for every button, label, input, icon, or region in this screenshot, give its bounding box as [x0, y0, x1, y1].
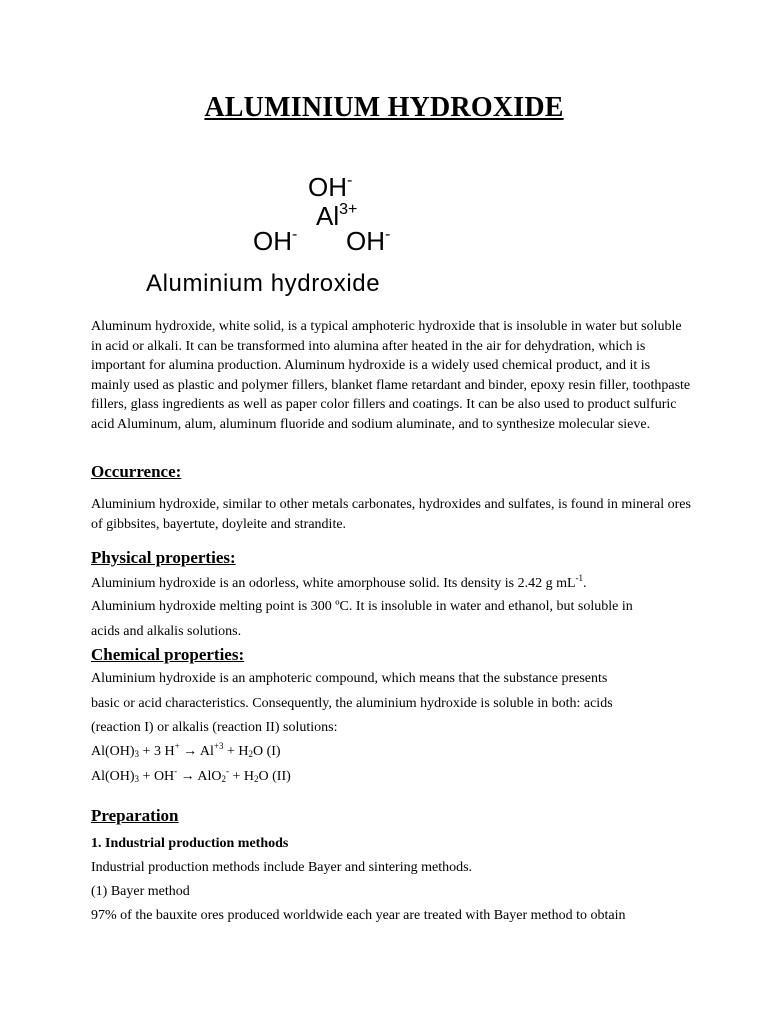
intro-paragraph: [91, 317, 691, 434]
preparation-line-1: Industrial production methods include Bayer and sintering methods.: [91, 860, 473, 875]
preparation-line-3: 97% of the bauxite ores produced worldwide each year are treated with Bayer method to obtain: [91, 908, 626, 923]
structure-caption: Aluminium hydroxide: [146, 270, 381, 297]
aluminium-ion: $Al^{3+}$: [316, 201, 358, 231]
preparation-heading: Preparation: [91, 806, 179, 825]
chemical-line-1: Aluminium hydroxide is an amphoteric compound, which means that the substance presents: [91, 671, 608, 686]
physical-line-1: Aluminium hydroxide is an odorless, white amorphouse solid. Its density is 2.42 g $mL^{-1}$.: [91, 573, 587, 591]
hydroxide-top: OH-: [308, 172, 353, 202]
physical-line-2: Aluminium hydroxide melting point is 300 ºC. It is insoluble in water and ethanol, but soluble in: [91, 599, 633, 614]
occurrence-heading: Occurrence:: [91, 462, 182, 481]
chemical-line-3: (reaction I) or alkalis (reaction II) solutions:: [91, 720, 338, 735]
occurrence-text: Aluminium hydroxide, similar to other metals carbonates, hydroxides and sulfates, is found in mineral ores of gibbsites, bayertute, doyleite and strandite.: [91, 497, 691, 532]
reaction-2: $Al(OH)_3 + OH^- \to AlO_2^- + H_2O$ (II): [91, 766, 291, 784]
chemical-properties-heading: Chemical properties:: [91, 645, 245, 664]
occurrence-paragraph: [91, 495, 691, 534]
hydroxide-right: OH-: [346, 226, 391, 256]
hydroxide-left: OH-: [253, 226, 298, 256]
structure-diagram: [140, 172, 560, 300]
physical-properties-heading: Physical properties:: [91, 548, 236, 567]
intro-text: Aluminum hydroxide, white solid, is a typical amphoteric hydroxide that is insoluble in water but soluble in acid or alkali. It can be transformed into alumina after heated in the air for dehydration, which is important for alumina production. Aluminum hydroxide is a widely used chemical product, and it is mainly used as plastic and polymer fillers, blanket flame retardant and binder, epoxy resin filler, toothpaste fillers, glass ingredients as well as paper color fillers and coatings. It can be also used to product sulfuric acid Aluminum, alum, aluminum fluoride and sodium aluminate, and to synthesize molecular sieve.: [91, 319, 691, 432]
preparation-line-2: (1) Bayer method: [91, 884, 190, 899]
reaction-1: $Al(OH)_3 + 3$ $H^+ \to Al^{+3} + H_2O$ (I): [91, 741, 281, 759]
document-title: ALUMINIUM HYDROXIDE: [204, 92, 564, 123]
preparation-subheading: 1. Industrial production methods: [91, 836, 289, 851]
physical-line-3: acids and alkalis solutions.: [91, 624, 242, 639]
chemical-line-2: basic or acid characteristics. Consequently, the aluminium hydroxide is soluble in both: acids: [91, 696, 613, 711]
